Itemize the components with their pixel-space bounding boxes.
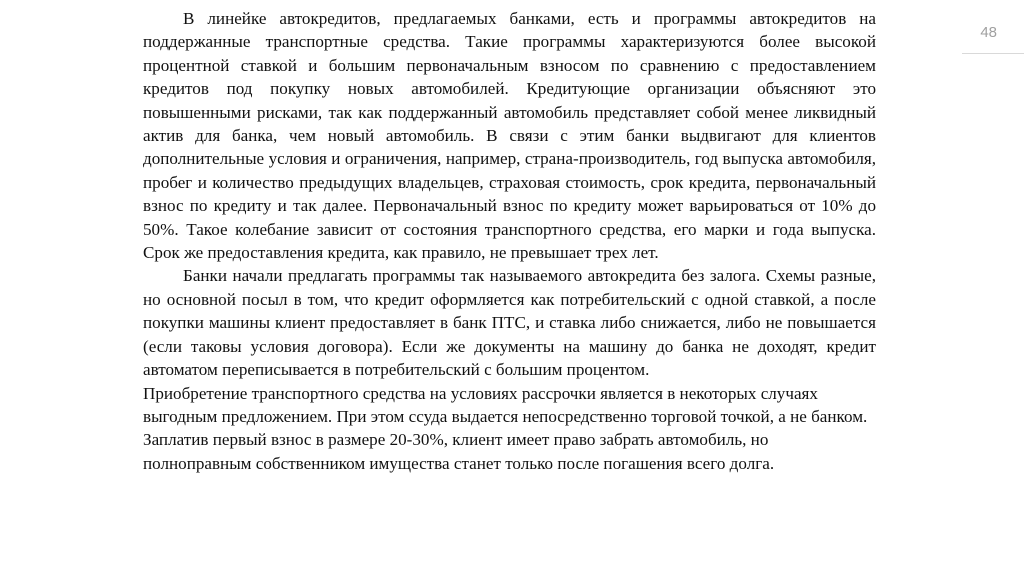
paragraph-installment-purchase: Приобретение транспортного средства на условиях рассрочки является в некоторых случаях выгодным предложением. При этом ссуда выдается непосредственно торговой точкой, а не банком. Заплатив первый взнос в размере 20-30%, клиент имеет право забрать автомобиль, но полноправным собственником имущества станет только после погашения всего долга. (143, 383, 868, 473)
header-divider (962, 53, 1024, 54)
slide-text-body (143, 7, 876, 475)
paragraph-used-car-loans: В линейке автокредитов, предлагаемых банками, есть и программы автокредитов на поддержанные транспортные средства. Такие программы характеризуются более высокой процентной ставкой и большим первоначальным взносом по сравнению с предоставлением кредитов под покупку новых автомобилей. Кредитующие организации объясняют это повышенными рисками, так как поддержанный автомобиль представляет собой менее ликвидный актив для банка, чем новый автомобиль. В связи с этим банки выдвигают для клиентов дополнительные условия и ограничения, например, страна-производитель, год выпуска автомобиля, пробег и количество предыдущих владельцев, страховая стоимость, срок кредита, первоначальный взнос по кредиту и так далее. Первоначальный взнос по кредиту может варьироваться от 10% до 50%. Такое колебание зависит от состояния транспортного средства, его марки и года выпуска. Срок же предоставления кредита, как правило, не превышает трех лет. (143, 9, 876, 263)
paragraph-loans-without-collateral: Банки начали предлагать программы так называемого автокредита без залога. Схемы разные, но основной посыл в том, что кредит оформляется как потребительский с одной ставкой, а после покупки машины клиент предоставляет в банк ПТС, и ставка либо снижается, либо не повышается (если таковы условия договора). Если же документы на машину до банка не доходят, кредит автоматом переписывается в потребительский с большим процентом. (143, 266, 876, 380)
slide-number: 48 (980, 24, 997, 41)
